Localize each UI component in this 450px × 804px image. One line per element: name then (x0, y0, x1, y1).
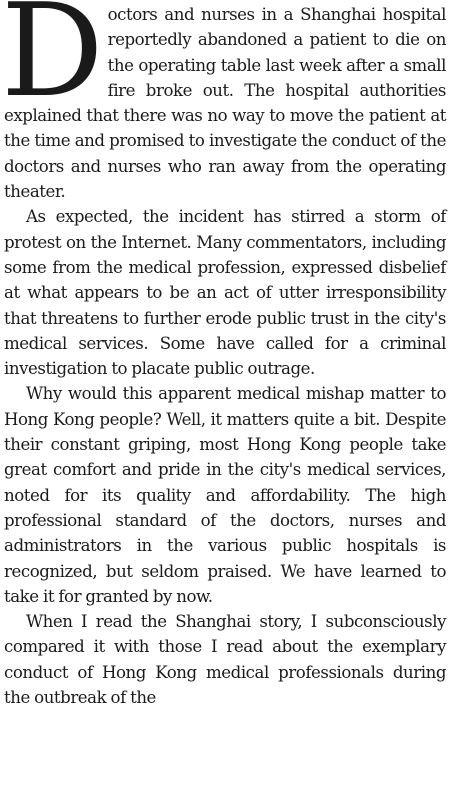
article-paragraph-2: As expected, the incident has stirred a storm of protest on the Internet. Many commentators, including some from the medical profession, expressed disbelief at what appears to be an act of utter irresponsibility that threatens to further erode public trust in the city's medical services. Some have called for a criminal investigation to placate public outrage. (4, 207, 446, 379)
drop-cap-letter: D (1, 0, 104, 126)
article-paragraph-1 (1, 0, 446, 204)
paragraph-text: octors and nurses in a Shanghai hospital reportedly abandoned a patient to die on the operating table last week after a small fire broke out. The hospital authorities explained that there was no way to move the patient at the time and promised to investigate the conduct of the doctors and nurses who ran away from the operating theater. (4, 5, 446, 202)
article-paragraph-4: When I read the Shanghai story, I subconsciously compared it with those I read about the exemplary conduct of Hong Kong medical professionals during the outbreak of the (4, 612, 446, 708)
article-paragraph-3: Why would this apparent medical mishap matter to Hong Kong people? Well, it matters quite a bit. Despite their constant griping, most Hong Kong people take great comfort and pride in the city's medical services, noted for its quality and affordability. The high professional standard of the doctors, nurses and administrators in the various public hospitals is recognized, but seldom praised. We have learned to take it for granted by now. (4, 384, 446, 606)
